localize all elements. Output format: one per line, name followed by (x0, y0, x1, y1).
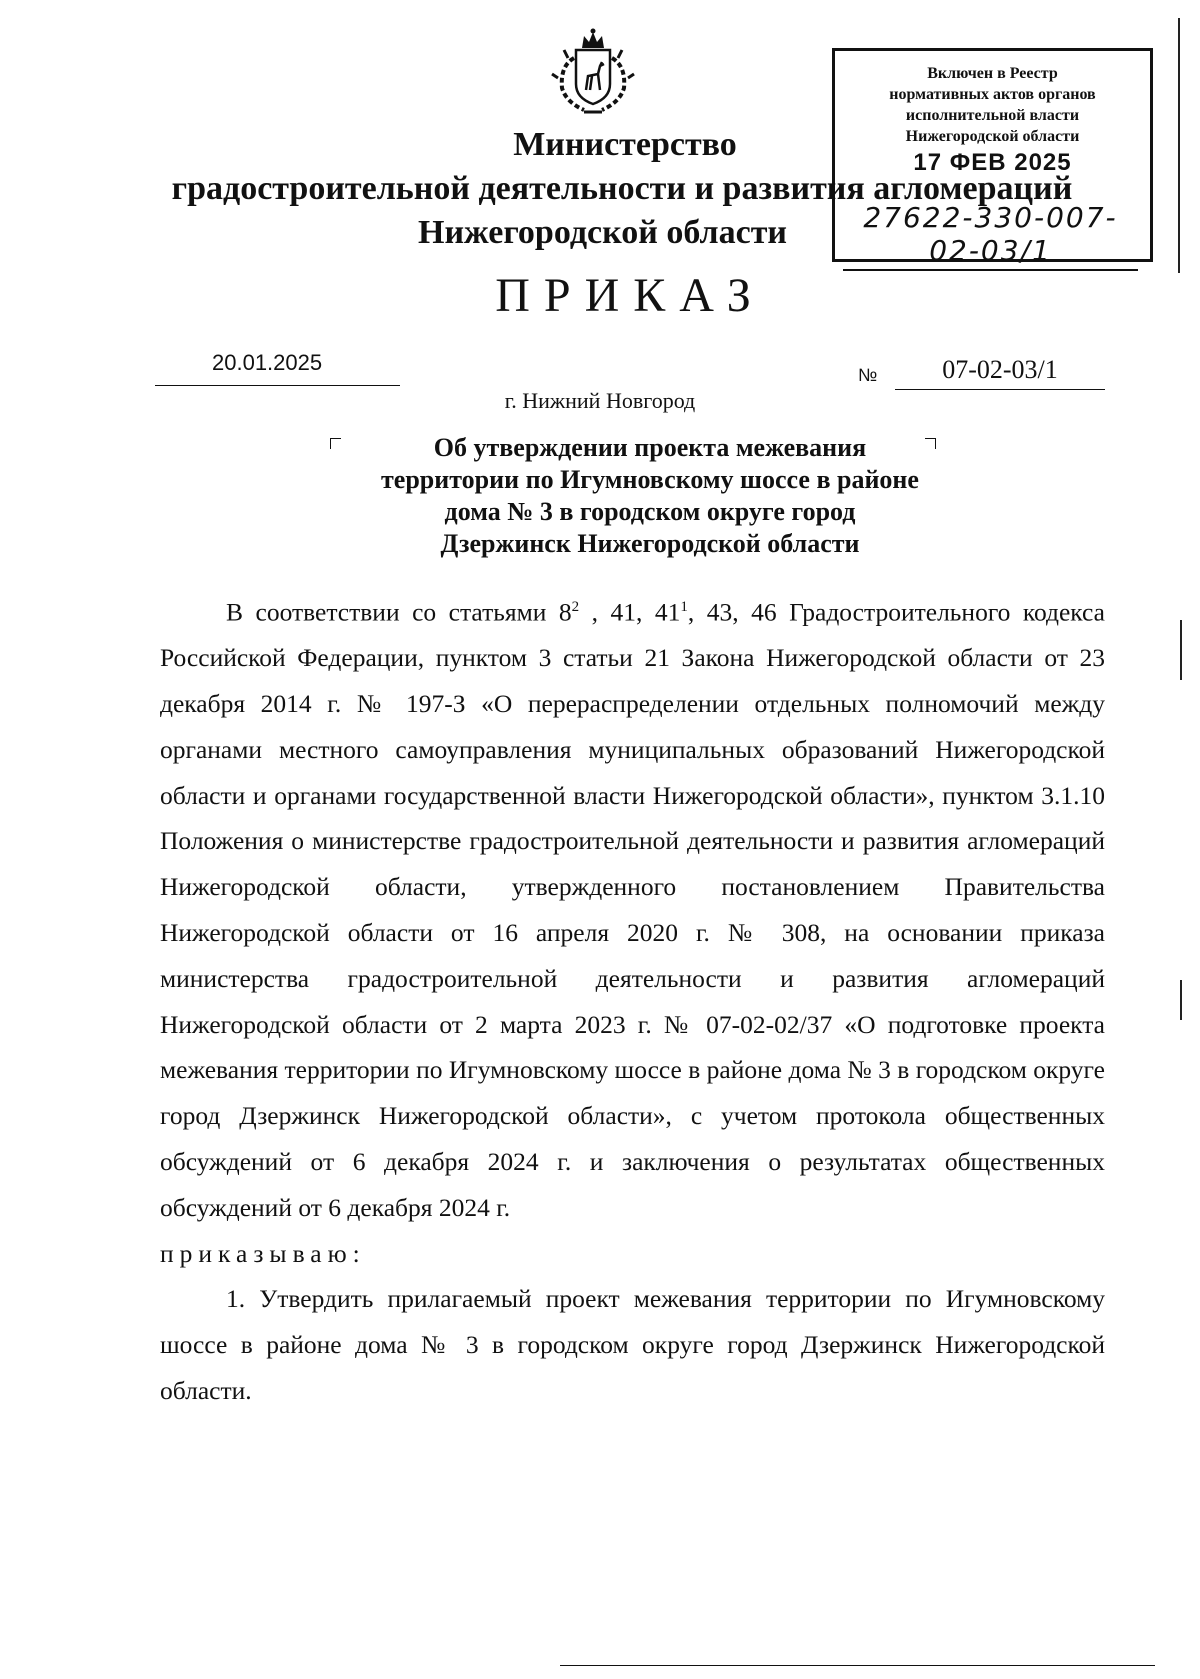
scan-edge-mark (1180, 620, 1182, 680)
order-item-1: 1. Утвердить прилагаемый проект межевания территории по Игумновскому шоссе в районе дома № 3 в городском округе город Дзержинск Нижегородской области. (160, 1284, 1105, 1406)
ministry-name-line3: Нижегородской области (418, 214, 787, 251)
preamble-text-b: , 41, 41 (579, 597, 681, 627)
document-title (300, 432, 1000, 560)
document-date: 20.01.2025 (212, 350, 323, 375)
bottom-scan-line (560, 1665, 1155, 1666)
scan-edge-mark (1178, 18, 1180, 273)
number-sign: № (858, 365, 878, 385)
preamble-text-a: В соответствии со статьями 8 (226, 597, 572, 627)
preamble-text-c: , 43, 46 Градостроительного кодекса Российской Федерации, пунктом 3 статьи 21 Закона Нижегородской области от 23 декабря 2014 г. № 197-З «О перераспределении отдельных полномочий между органами местного самоуправления муниципальных образований Нижегородской области и органами государственной власти Нижегородской области», пунктом 3.1.10 Положения о министерстве градостроительной деятельности и развития агломераций Нижегородской области, утвержденного постановлением Правительства Нижегородской области от 16 апреля 2020 г. № 308, на основании приказа министерства градостроительной деятельности и развития агломераций Нижегородской области от 2 марта 2023 г. № 07-02-02/37 «О подготовке проекта межевания территории по Игумновскому шоссе в районе дома № 3 в городском округе город Дзержинск Нижегородской области», с учетом протокола общественных обсуждений от 6 декабря 2024 г. и заключения о результатах общественных обсуждений от 6 декабря 2024 г. (160, 597, 1105, 1222)
stamp-line2: нормативных актов органов (889, 86, 1096, 103)
title-line1: Об утверждении проекта межевания (433, 433, 867, 462)
ministry-name-line1: Министерство (513, 126, 737, 163)
order-word: приказываю: (160, 1238, 366, 1268)
document-type: ПРИКАЗ (495, 269, 765, 322)
title-line3: дома № 3 в городском округе город (444, 497, 856, 526)
ministry-name-line2: градостроительной деятельности и развития агломераций (171, 170, 1073, 207)
stamp-registration-number: 27622-330-007-02-03/1 (843, 201, 1138, 271)
date-underline (155, 385, 400, 386)
city: г. Нижний Новгород (504, 388, 696, 413)
document-number: 07-02-03/1 (942, 355, 1058, 384)
stamp-line3: исполнительной власти (905, 107, 1080, 124)
preamble-sup-2: 1 (680, 599, 688, 615)
title-line4: Дзержинск Нижегородской области (440, 529, 860, 558)
registry-stamp (832, 48, 1153, 267)
title-line2: территории по Игумновскому шоссе в районе (381, 465, 919, 494)
document-body (160, 585, 1105, 1414)
preamble-sup-1: 2 (571, 599, 580, 615)
stamp-line1: Включен в Реестр (927, 65, 1058, 82)
stamp-line4: Нижегородской области (905, 128, 1080, 145)
stamp-date: 17 ФЕВ 2025 (913, 149, 1072, 176)
preamble-paragraph (160, 585, 1105, 1231)
scan-edge-mark (1180, 980, 1182, 1020)
coat-of-arms-icon (548, 28, 638, 116)
